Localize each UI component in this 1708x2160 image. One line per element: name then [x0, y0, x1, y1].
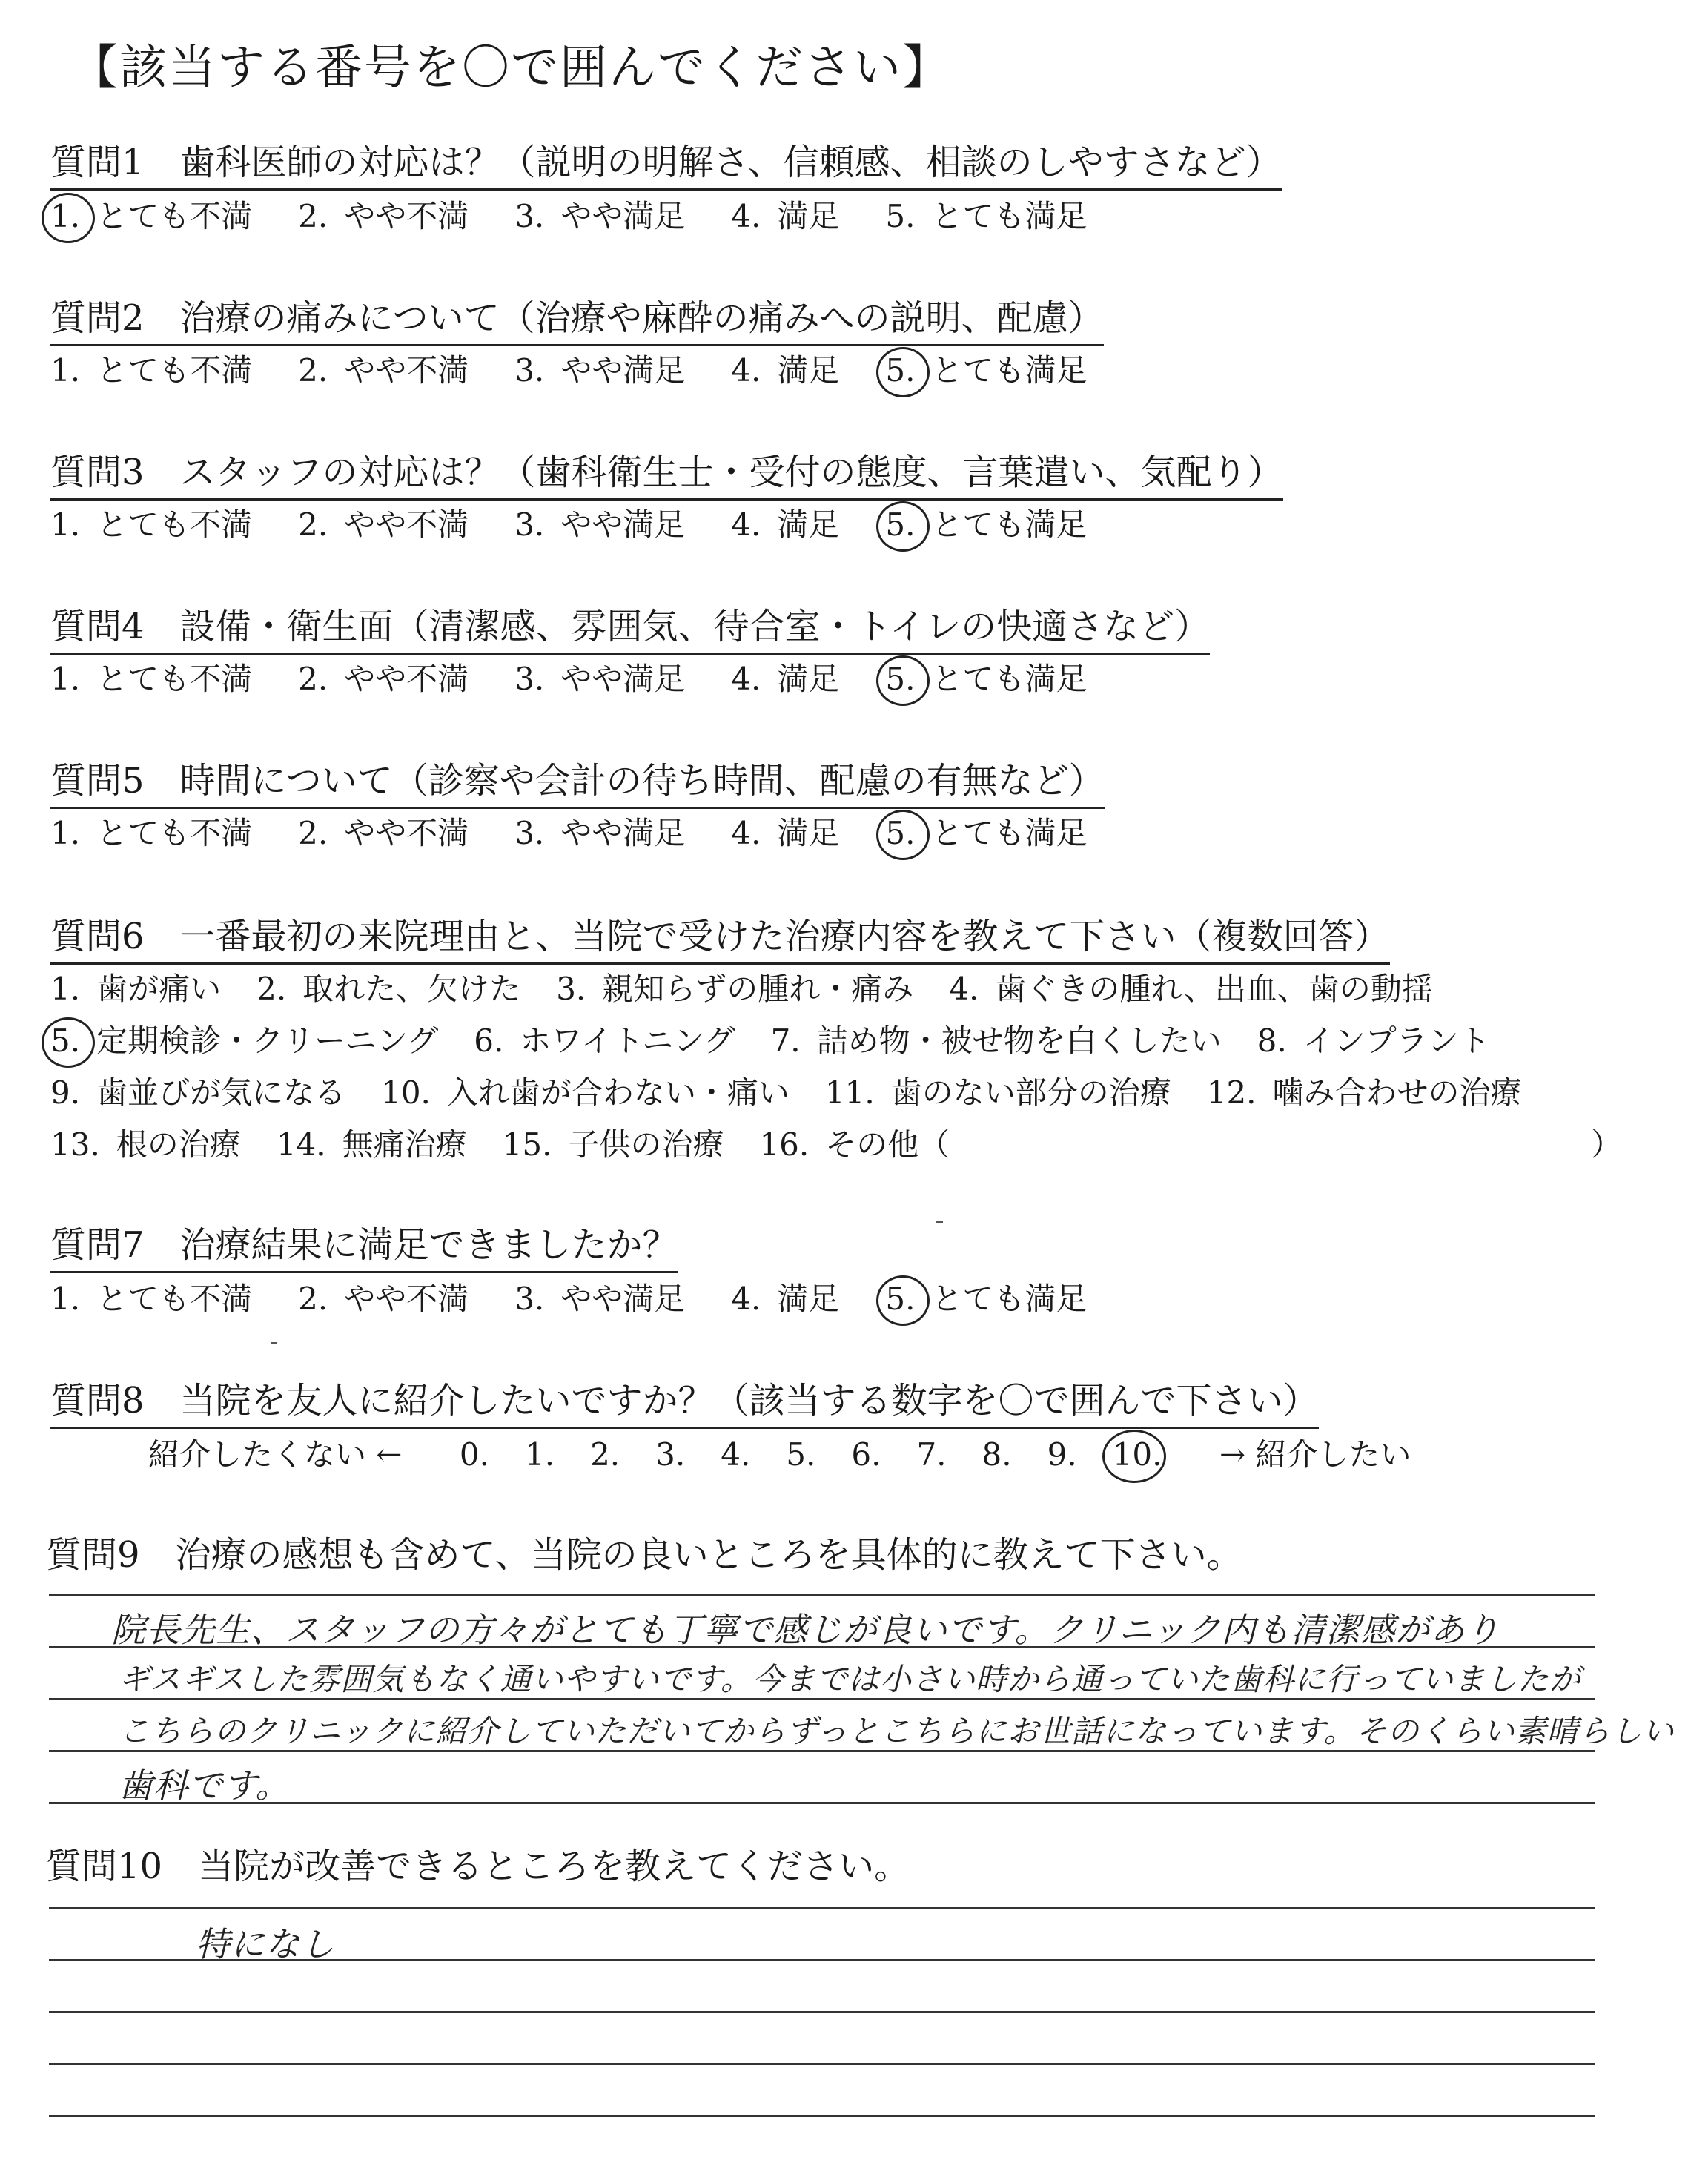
q6-option-10: [381, 1072, 790, 1114]
option-number: 5.: [885, 198, 916, 234]
option-number: 2.: [298, 661, 328, 697]
option-number: 1.: [50, 352, 81, 389]
option-number: 1.: [50, 1281, 81, 1317]
option-number: 1.: [50, 971, 81, 1007]
option-number-circled: 1.: [50, 196, 80, 237]
q5-option-3: [514, 813, 685, 854]
q1-option-2: [298, 196, 469, 237]
option-label: やや不満: [344, 1281, 469, 1317]
q8-number-7: 7.: [916, 1436, 947, 1473]
option-number: 3.: [514, 661, 545, 697]
option-number-circled: 5.: [885, 504, 915, 546]
option-number: 14.: [276, 1126, 326, 1163]
q8-number-8: 8.: [982, 1436, 1012, 1473]
q3-option-1: [50, 504, 252, 546]
answer-rule: [49, 1594, 1595, 1596]
option-number: 4.: [731, 352, 761, 389]
option-number-circled: 5.: [885, 1278, 915, 1320]
q9-answer-line-3: こちらのクリニックに紹介していただいてからずっとこちらにお世話になっています。そのくらい素晴らしい: [119, 1713, 1675, 1749]
option-label: やや満足: [560, 1281, 686, 1317]
answer-rule: [49, 1907, 1595, 1909]
q7-option-4: [731, 1278, 839, 1320]
option-label: 子供の治療: [568, 1126, 724, 1163]
option-label: やや不満: [344, 661, 469, 697]
option-number: 3.: [514, 506, 545, 543]
q6-option-1: [50, 968, 221, 1010]
q4-options: [50, 658, 1087, 700]
option-number: 3.: [514, 815, 545, 851]
q8-number-4: 4.: [721, 1436, 751, 1473]
option-number: 4.: [731, 661, 761, 697]
option-label: 満足: [777, 815, 840, 851]
option-label: やや満足: [560, 506, 686, 543]
q6-row-1: [50, 968, 1469, 1010]
q8-number-1: 1.: [524, 1436, 555, 1473]
q1-option-3: [514, 196, 685, 237]
q7-option-2: [298, 1278, 469, 1320]
option-label: とても満足: [931, 352, 1088, 389]
option-label: やや不満: [344, 815, 469, 851]
q5-option-1: [50, 813, 252, 854]
option-number: 1.: [50, 506, 81, 543]
q4-option-5: [885, 658, 1087, 700]
q4-option-4: [731, 658, 839, 700]
q3-option-3: [514, 504, 685, 546]
q1-option-4: [731, 196, 839, 237]
option-label: とても不満: [96, 1281, 253, 1317]
q8-number-9: 9.: [1047, 1436, 1077, 1473]
option-label: 歯のない部分の治療: [890, 1074, 1171, 1111]
q2-option-1: [50, 350, 252, 392]
option-number: 10.: [381, 1074, 431, 1111]
answer-rule: [49, 2011, 1595, 2013]
option-number: 8.: [1257, 1023, 1287, 1059]
option-label: とても満足: [931, 815, 1088, 851]
option-label: 満足: [777, 1281, 840, 1317]
q6-option-6: [474, 1020, 735, 1062]
q9-title: 質問9 治療の感想も含めて、当院の良いところを具体的に教えて下さい。: [46, 1534, 1242, 1576]
option-label: 詰め物・被せ物を白くしたい: [816, 1023, 1222, 1059]
q8-left-label: 紹介したくない ←: [148, 1436, 403, 1473]
option-label: 満足: [777, 506, 840, 543]
q6-option-14: [277, 1124, 467, 1166]
option-label: 歯が痛い: [96, 971, 222, 1007]
option-number: 4.: [949, 971, 979, 1007]
option-number: 13.: [50, 1126, 100, 1163]
option-label: とても不満: [96, 661, 253, 697]
q6-option-7: [771, 1020, 1222, 1062]
option-number-circled: 5.: [885, 813, 915, 854]
q3-title: 質問3 スタッフの対応は？（歯科衛生士・受付の態度、言葉遣い、気配り）: [50, 449, 1283, 501]
option-label: 親知らずの腫れ・痛み: [602, 971, 914, 1007]
option-number: 3.: [514, 1281, 545, 1317]
option-number: 6.: [474, 1023, 504, 1059]
option-label: 根の治療: [116, 1126, 241, 1163]
q5-title: 質問5 時間について（診察や会計の待ち時間、配慮の有無など）: [50, 758, 1105, 809]
option-label: 噛み合わせの治療: [1272, 1074, 1522, 1111]
q8-right-label: → 紹介したい: [1219, 1436, 1411, 1473]
q1-title: 質問1 歯科医師の対応は？（説明の明解さ、信頼感、相談のしやすさなど）: [50, 139, 1282, 191]
option-number: 15.: [502, 1126, 552, 1163]
q7-option-1: [50, 1278, 252, 1320]
q5-option-5: [885, 813, 1087, 854]
option-label: やや不満: [344, 506, 469, 543]
option-number: 4.: [731, 815, 761, 851]
option-number: 4.: [731, 1281, 761, 1317]
q8-number-3: 3.: [655, 1436, 686, 1473]
q6-option-13: [50, 1124, 241, 1166]
option-label: とても満足: [931, 661, 1088, 697]
q7-title: 質問7 治療結果に満足できましたか？: [50, 1222, 678, 1273]
option-label: やや満足: [560, 815, 686, 851]
option-label: やや満足: [560, 352, 686, 389]
q9-answer-line-2: ギスギスした雰囲気もなく通いやすいです。今までは小さい時から通っていた歯科に行っていましたが: [119, 1661, 1581, 1697]
option-label: とても不満: [96, 198, 253, 234]
q6-option-15: [503, 1124, 724, 1166]
q7-options: [50, 1278, 1087, 1320]
q1-option-1: [50, 196, 252, 237]
q6-option-12: [1207, 1072, 1522, 1114]
option-number: 3.: [556, 971, 586, 1007]
q7-option-3: [514, 1278, 685, 1320]
option-number: 4.: [731, 506, 761, 543]
option-number: 2.: [298, 352, 328, 389]
q3-option-2: [298, 504, 469, 546]
option-number: 2.: [256, 971, 287, 1007]
q8-title: 質問8 当院を友人に紹介したいですか？（該当する数字を〇で囲んで下さい）: [50, 1378, 1319, 1429]
option-label: とても満足: [931, 198, 1088, 234]
option-number-circled: 5.: [50, 1020, 80, 1062]
option-label: 満足: [777, 198, 840, 234]
q8-number-5: 5.: [786, 1436, 816, 1473]
option-number: 2.: [298, 198, 328, 234]
q2-title: 質問2 治療の痛みについて（治療や麻酔の痛みへの説明、配慮）: [50, 295, 1104, 346]
option-label: とても満足: [931, 506, 1088, 543]
q4-title: 質問4 設備・衛生面（清潔感、雰囲気、待合室・トイレの快適さなど）: [50, 604, 1210, 655]
q6-row-2: [50, 1020, 1526, 1062]
option-label: その他（: [825, 1126, 950, 1163]
q6-option-2: [256, 968, 520, 1010]
option-number: 2.: [298, 815, 328, 851]
q7-option-5: [885, 1278, 1087, 1320]
option-number: 2.: [298, 1281, 328, 1317]
option-number-circled: 5.: [885, 350, 915, 392]
q6-option-9: [50, 1072, 345, 1114]
option-number: 16.: [759, 1126, 810, 1163]
q6-option-11: [825, 1072, 1171, 1114]
q8-scale: [148, 1434, 1411, 1476]
q1-options: [50, 196, 1087, 237]
option-number: 12.: [1206, 1074, 1257, 1111]
answer-rule: [49, 2115, 1595, 2117]
option-label: インプラント: [1302, 1023, 1490, 1059]
option-label: やや満足: [560, 198, 686, 234]
q10-title: 質問10 当院が改善できるところを教えてください。: [46, 1846, 910, 1887]
option-number: 1.: [50, 661, 81, 697]
option-label: 入れ歯が合わない・痛い: [446, 1074, 790, 1111]
option-number: 9.: [50, 1074, 81, 1111]
q8-number-10: 10.: [1113, 1434, 1162, 1476]
q4-option-2: [298, 658, 469, 700]
option-label: 歯並びが気になる: [96, 1074, 346, 1111]
q4-option-3: [514, 658, 685, 700]
q6-option-3: [556, 968, 913, 1010]
option-label: 歯ぐきの腫れ、出血、歯の動揺: [995, 971, 1433, 1007]
option-number: 2.: [298, 506, 328, 543]
q5-option-2: [298, 813, 469, 854]
stray-mark: [271, 1342, 277, 1344]
option-label: 定期検診・クリーニング: [96, 1023, 439, 1059]
q8-number-6: 6.: [851, 1436, 881, 1473]
option-label: とても満足: [931, 1281, 1088, 1317]
q2-option-4: [731, 350, 839, 392]
q4-option-1: [50, 658, 252, 700]
option-number: 3.: [514, 198, 545, 234]
q6-option-8: [1257, 1020, 1490, 1062]
answer-rule: [49, 2063, 1595, 2065]
q2-option-3: [514, 350, 685, 392]
option-label: ホワイトニング: [520, 1023, 735, 1059]
option-label: とても不満: [96, 815, 253, 851]
option-number: 1.: [50, 815, 81, 851]
q8-number-0: 0.: [459, 1436, 489, 1473]
q10-answer-line-1: 特になし: [196, 1924, 335, 1964]
q3-option-5: [885, 504, 1087, 546]
q1-option-5: [885, 196, 1087, 237]
option-label: やや不満: [344, 352, 469, 389]
q6-row-4: [50, 1124, 985, 1166]
option-number: 7.: [770, 1023, 801, 1059]
q6-row-3: [50, 1072, 1558, 1114]
q6-option-16: [759, 1124, 950, 1166]
option-label: とても不満: [96, 352, 253, 389]
option-label: やや不満: [344, 198, 469, 234]
option-label: とても不満: [96, 506, 253, 543]
option-label: やや満足: [560, 661, 686, 697]
q3-options: [50, 504, 1087, 546]
q2-options: [50, 350, 1087, 392]
q8-number-2: 2.: [590, 1436, 620, 1473]
q2-option-5: [885, 350, 1087, 392]
q9-answer-line-1: 院長先生、スタッフの方々がとても丁寧で感じが良いです。クリニック内も清潔感があり: [111, 1610, 1500, 1650]
stray-mark: [936, 1221, 943, 1223]
option-label: 満足: [777, 352, 840, 389]
q3-option-4: [731, 504, 839, 546]
q6-option-5: [50, 1020, 438, 1062]
option-number: 3.: [514, 352, 545, 389]
q9-answer-line-4: 歯科です。: [119, 1766, 291, 1806]
q6-option-4: [949, 968, 1433, 1010]
option-label: 無痛治療: [342, 1126, 467, 1163]
option-label: 取れた、欠けた: [302, 971, 521, 1007]
q5-option-4: [731, 813, 839, 854]
option-number: 4.: [731, 198, 761, 234]
option-label: 満足: [777, 661, 840, 697]
q8-numbers: [460, 1434, 1198, 1476]
page-title: 【該当する番号を〇で囲んでください】: [70, 41, 951, 96]
q6-other-close: ）: [1591, 1126, 1623, 1163]
q6-title: 質問6 一番最初の来院理由と、当院で受けた治療内容を教えて下さい（複数回答）: [50, 914, 1390, 965]
option-number-circled: 5.: [885, 658, 915, 700]
q2-option-2: [298, 350, 469, 392]
option-number: 11.: [824, 1074, 875, 1111]
q5-options: [50, 813, 1087, 854]
